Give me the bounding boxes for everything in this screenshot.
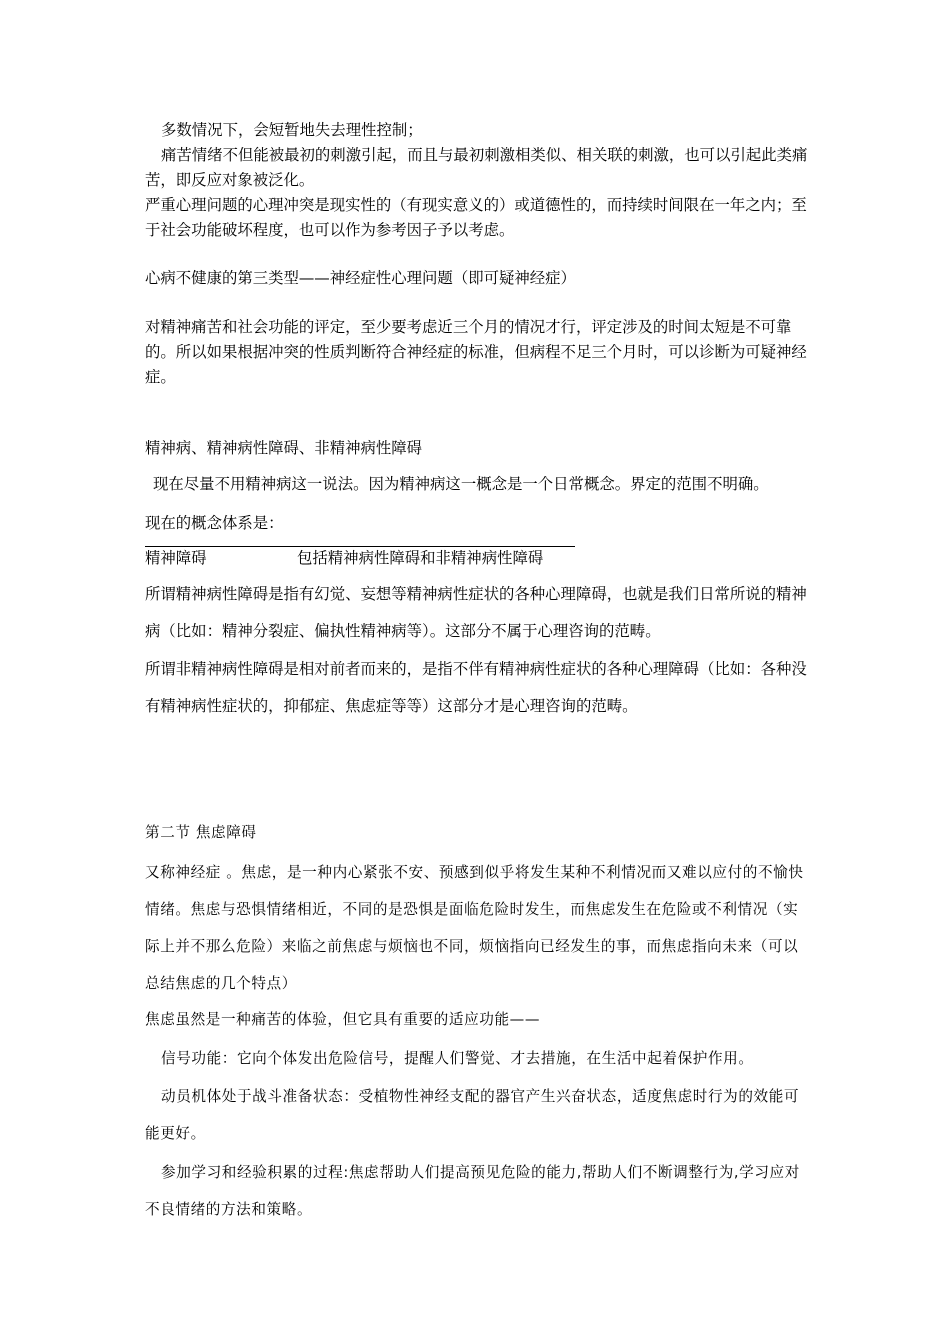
paragraph-mobilization: 动员机体处于战斗准备状态：受植物性神经支配的器官产生兴奋状态，适度焦虑时行为的效能可能更好。 [145,1088,800,1142]
paragraph-avoid-term: 现在尽量不用精神病这一说法。因为精神病这一概念是一个日常概念。界定的范围不明确。 [153,475,769,493]
heading-third-type: 心病不健康的第三类型——神经症性心理问题（即可疑神经症） [145,269,576,287]
heading-psychosis-categories: 精神病、精神病性障碍、非精神病性障碍 [145,439,423,457]
paragraph-psychotic-disorder: 所谓精神病性障碍是指有幻觉、妄想等精神病性症状的各种心理障碍，也就是我们日常所说的精神病（比如：精神分裂症、偏执性精神病等）。这部分不属于心理咨询的范畴。 [145,585,807,640]
paragraph-learning-process: 参加学习和经验积累的过程:焦虑帮助人们提高预见危险的能力,帮助人们不断调整行为,学习应对不良情绪的方法和策略。 [145,1164,800,1218]
paragraph-severe-conflict: 严重心理问题的心理冲突是现实性的（有现实意义的）或道德性的，而持续时间限在一年之内；至于社会功能破坏程度，也可以作为参考因子予以考虑。 [145,196,807,239]
concept-row-underlined [145,546,575,567]
paragraph-anxiety-definition: 又称神经症 。焦虑，是一种内心紧张不安、预感到似乎将发生某种不利情况而又难以应付的不愉快情绪。焦虑与恐惧情绪相近，不同的是恐惧是面临危险时发生，而焦虑发生在危险或不利情况（实际上并不那么危险）来临之前焦虑与烦恼也不同，烦恼指向已经发生的事，而焦虑指向未来（可以总结焦虑的几个特点） [145,864,804,992]
paragraph-adaptive-function: 焦虑虽然是一种痛苦的体验，但它具有重要的适应功能—— [145,1011,541,1028]
paragraph-non-psychotic-disorder: 所谓非精神病性障碍是相对前者而来的，是指不伴有精神病性症状的各种心理障碍（比如：各种没有精神病性症状的，抑郁症、焦虑症等等）这部分才是心理咨询的范畴。 [145,660,807,715]
concept-term: 精神障碍 [145,549,207,567]
paragraph-concept-system: 现在的概念体系是： [145,514,284,532]
paragraph-three-months: 对精神痛苦和社会功能的评定，至少要考虑近三个月的情况才行，评定涉及的时间太短是不可靠的。所以如果根据冲突的性质判断符合神经症的标准，但病程不足三个月时，可以诊断为可疑神经症。 [145,318,807,386]
paragraph-signal-function: 信号功能：它向个体发出危险信号，提醒人们警觉、才去措施，在生活中起着保护作用。 [161,1050,754,1067]
line-lose-rational-control: 多数情况下，会短暂地失去理性控制； [161,121,423,139]
concept-description: 包括精神病性障碍和非精神病性障碍 [297,549,544,567]
paragraph-pain-generalization: 痛苦情绪不但能被最初的刺激引起，而且与最初刺激相类似、相关联的刺激，也可以引起此类痛苦，即反应对象被泛化。 [145,146,808,189]
section-title-anxiety: 第二节 焦虑障碍 [145,824,257,841]
